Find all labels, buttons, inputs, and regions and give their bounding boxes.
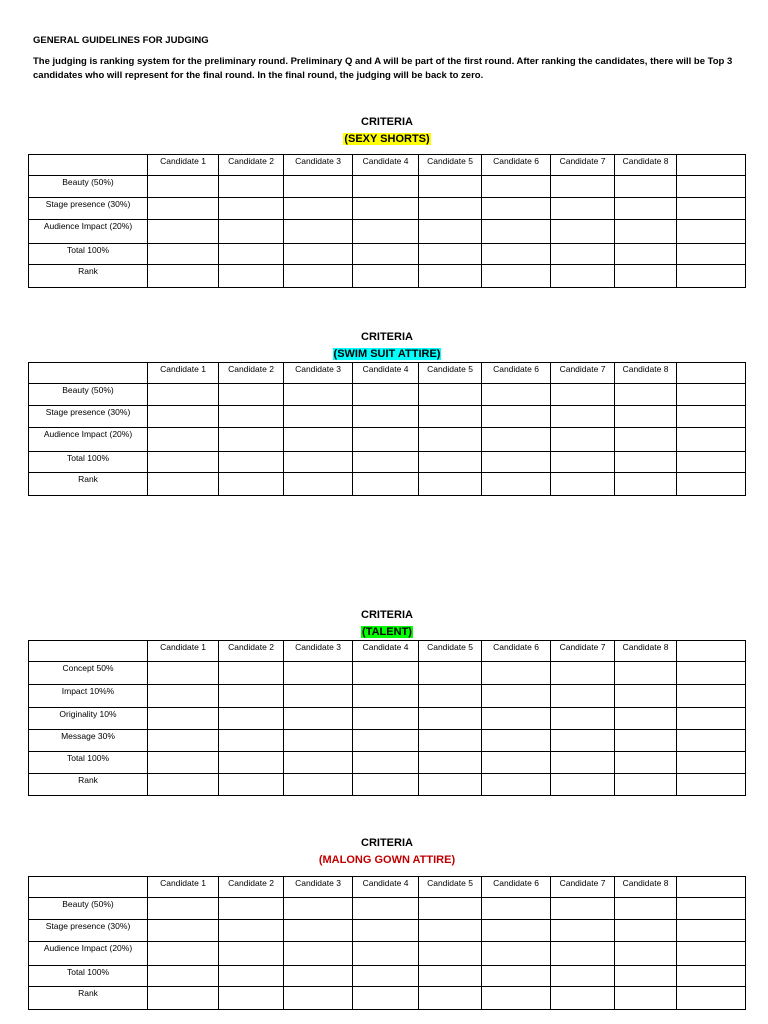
score-cell bbox=[148, 662, 219, 685]
score-cell bbox=[615, 708, 677, 730]
score-cell bbox=[148, 220, 219, 244]
score-cell bbox=[419, 708, 482, 730]
row-label: Originality 10% bbox=[29, 708, 148, 730]
table-row bbox=[29, 942, 746, 966]
score-cell bbox=[219, 662, 284, 685]
column-header: Candidate 4 bbox=[353, 877, 419, 898]
score-cell bbox=[419, 662, 482, 685]
score-cell bbox=[284, 987, 353, 1010]
score-cell bbox=[353, 774, 419, 796]
score-cell bbox=[219, 384, 284, 406]
section-swim-suit-attire bbox=[28, 329, 746, 496]
score-cell bbox=[353, 384, 419, 406]
score-cell bbox=[148, 198, 219, 220]
score-cell bbox=[284, 685, 353, 708]
score-cell bbox=[219, 265, 284, 288]
header-corner-cell bbox=[29, 641, 148, 662]
score-cell bbox=[677, 942, 746, 966]
score-cell bbox=[284, 406, 353, 428]
score-cell bbox=[284, 708, 353, 730]
score-cell bbox=[482, 920, 551, 942]
score-cell bbox=[419, 452, 482, 473]
score-cell bbox=[219, 920, 284, 942]
score-cell bbox=[148, 384, 219, 406]
score-cell bbox=[284, 220, 353, 244]
table-row bbox=[29, 428, 746, 452]
score-cell bbox=[551, 898, 615, 920]
header-corner-cell bbox=[29, 363, 148, 384]
header-empty-cell bbox=[677, 363, 746, 384]
column-header: Candidate 3 bbox=[284, 877, 353, 898]
score-cell bbox=[615, 987, 677, 1010]
score-cell bbox=[677, 898, 746, 920]
table-row bbox=[29, 244, 746, 265]
score-cell bbox=[148, 987, 219, 1010]
score-cell bbox=[482, 473, 551, 496]
score-cell bbox=[615, 198, 677, 220]
score-cell bbox=[615, 685, 677, 708]
score-cell bbox=[615, 920, 677, 942]
score-cell bbox=[551, 662, 615, 685]
table-row bbox=[29, 752, 746, 774]
row-label: Total 100% bbox=[29, 244, 148, 265]
score-cell bbox=[148, 176, 219, 198]
score-cell bbox=[615, 406, 677, 428]
column-header: Candidate 2 bbox=[219, 641, 284, 662]
row-label: Rank bbox=[29, 473, 148, 496]
score-cell bbox=[482, 198, 551, 220]
header-row bbox=[29, 877, 746, 898]
score-cell bbox=[551, 685, 615, 708]
score-cell bbox=[482, 406, 551, 428]
score-cell bbox=[219, 752, 284, 774]
score-cell bbox=[482, 428, 551, 452]
score-cell bbox=[419, 966, 482, 987]
score-cell bbox=[219, 774, 284, 796]
header-empty-cell bbox=[677, 641, 746, 662]
score-cell bbox=[419, 406, 482, 428]
table-row bbox=[29, 708, 746, 730]
score-cell bbox=[353, 198, 419, 220]
section-sexy-shorts bbox=[28, 114, 746, 288]
column-header: Candidate 2 bbox=[219, 877, 284, 898]
score-cell bbox=[551, 708, 615, 730]
score-cell bbox=[353, 244, 419, 265]
score-cell bbox=[148, 730, 219, 752]
score-cell bbox=[353, 942, 419, 966]
score-cell bbox=[148, 452, 219, 473]
header-row bbox=[29, 363, 746, 384]
score-cell bbox=[551, 920, 615, 942]
section-subtitle: (SEXY SHORTS) bbox=[344, 133, 430, 145]
score-cell bbox=[353, 987, 419, 1010]
section-subtitle: (TALENT) bbox=[362, 626, 412, 638]
score-cell bbox=[419, 220, 482, 244]
column-header: Candidate 7 bbox=[551, 877, 615, 898]
score-cell bbox=[353, 428, 419, 452]
guidelines-heading: GENERAL GUIDELINES FOR JUDGING bbox=[33, 35, 209, 46]
header-row bbox=[29, 155, 746, 176]
score-cell bbox=[219, 987, 284, 1010]
score-cell bbox=[419, 265, 482, 288]
score-cell bbox=[615, 774, 677, 796]
score-cell bbox=[615, 966, 677, 987]
score-cell bbox=[419, 752, 482, 774]
score-cell bbox=[482, 942, 551, 966]
column-header: Candidate 4 bbox=[353, 641, 419, 662]
score-cell bbox=[677, 452, 746, 473]
score-cell bbox=[551, 752, 615, 774]
score-cell bbox=[677, 473, 746, 496]
score-cell bbox=[219, 244, 284, 265]
score-cell bbox=[551, 384, 615, 406]
score-cell bbox=[677, 730, 746, 752]
column-header: Candidate 5 bbox=[419, 877, 482, 898]
score-cell bbox=[148, 752, 219, 774]
criteria-label: CRITERIA bbox=[361, 331, 413, 343]
table-row bbox=[29, 220, 746, 244]
score-cell bbox=[482, 685, 551, 708]
score-cell bbox=[353, 176, 419, 198]
score-cell bbox=[615, 220, 677, 244]
score-cell bbox=[219, 730, 284, 752]
score-cell bbox=[219, 473, 284, 496]
score-cell bbox=[284, 452, 353, 473]
score-cell bbox=[677, 920, 746, 942]
row-label: Stage presence (30%) bbox=[29, 406, 148, 428]
score-cell bbox=[482, 752, 551, 774]
score-cell bbox=[284, 730, 353, 752]
score-cell bbox=[284, 920, 353, 942]
table-row bbox=[29, 265, 746, 288]
column-header: Candidate 5 bbox=[419, 363, 482, 384]
section-subtitle: (MALONG GOWN ATTIRE) bbox=[318, 854, 456, 866]
score-cell bbox=[419, 176, 482, 198]
score-cell bbox=[677, 708, 746, 730]
score-cell bbox=[284, 774, 353, 796]
score-cell bbox=[615, 176, 677, 198]
score-cell bbox=[482, 452, 551, 473]
row-label: Stage presence (30%) bbox=[29, 920, 148, 942]
score-cell bbox=[615, 244, 677, 265]
score-cell bbox=[551, 987, 615, 1010]
score-cell bbox=[419, 428, 482, 452]
score-cell bbox=[284, 966, 353, 987]
score-cell bbox=[419, 384, 482, 406]
header-row bbox=[29, 641, 746, 662]
column-header: Candidate 1 bbox=[148, 155, 219, 176]
row-label: Audience Impact (20%) bbox=[29, 220, 148, 244]
score-cell bbox=[482, 220, 551, 244]
column-header: Candidate 4 bbox=[353, 363, 419, 384]
score-cell bbox=[482, 987, 551, 1010]
score-cell bbox=[353, 685, 419, 708]
score-cell bbox=[615, 662, 677, 685]
score-cell bbox=[219, 898, 284, 920]
row-label: Rank bbox=[29, 987, 148, 1010]
score-cell bbox=[284, 384, 353, 406]
score-cell bbox=[677, 428, 746, 452]
column-header: Candidate 1 bbox=[148, 877, 219, 898]
score-cell bbox=[284, 176, 353, 198]
score-cell bbox=[284, 428, 353, 452]
score-cell bbox=[148, 774, 219, 796]
score-cell bbox=[551, 452, 615, 473]
score-cell bbox=[615, 730, 677, 752]
score-cell bbox=[219, 942, 284, 966]
score-cell bbox=[219, 176, 284, 198]
column-header: Candidate 2 bbox=[219, 363, 284, 384]
column-header: Candidate 7 bbox=[551, 363, 615, 384]
score-cell bbox=[677, 244, 746, 265]
row-label: Rank bbox=[29, 774, 148, 796]
column-header: Candidate 2 bbox=[219, 155, 284, 176]
table-row bbox=[29, 452, 746, 473]
score-cell bbox=[482, 662, 551, 685]
score-cell bbox=[677, 265, 746, 288]
score-cell bbox=[353, 920, 419, 942]
score-cell bbox=[677, 662, 746, 685]
score-cell bbox=[284, 898, 353, 920]
table-row bbox=[29, 662, 746, 685]
row-label: Rank bbox=[29, 265, 148, 288]
score-cell bbox=[419, 920, 482, 942]
table-row bbox=[29, 473, 746, 496]
scoring-table bbox=[28, 640, 746, 796]
table-row bbox=[29, 987, 746, 1010]
score-cell bbox=[677, 685, 746, 708]
score-cell bbox=[284, 752, 353, 774]
column-header: Candidate 3 bbox=[284, 641, 353, 662]
score-cell bbox=[419, 473, 482, 496]
score-cell bbox=[219, 428, 284, 452]
score-cell bbox=[677, 406, 746, 428]
score-cell bbox=[353, 752, 419, 774]
score-cell bbox=[353, 708, 419, 730]
column-header: Candidate 8 bbox=[615, 155, 677, 176]
table-row bbox=[29, 774, 746, 796]
score-cell bbox=[615, 942, 677, 966]
column-header: Candidate 6 bbox=[482, 641, 551, 662]
score-cell bbox=[551, 473, 615, 496]
column-header: Candidate 4 bbox=[353, 155, 419, 176]
score-cell bbox=[551, 244, 615, 265]
score-cell bbox=[551, 198, 615, 220]
column-header: Candidate 7 bbox=[551, 641, 615, 662]
column-header: Candidate 5 bbox=[419, 641, 482, 662]
score-cell bbox=[148, 685, 219, 708]
criteria-label: CRITERIA bbox=[361, 609, 413, 621]
row-label: Beauty (50%) bbox=[29, 384, 148, 406]
row-label: Total 100% bbox=[29, 752, 148, 774]
table-row bbox=[29, 406, 746, 428]
table-row bbox=[29, 730, 746, 752]
score-cell bbox=[419, 730, 482, 752]
score-cell bbox=[551, 730, 615, 752]
row-label: Total 100% bbox=[29, 452, 148, 473]
score-cell bbox=[353, 966, 419, 987]
score-cell bbox=[677, 966, 746, 987]
score-cell bbox=[615, 473, 677, 496]
score-cell bbox=[551, 774, 615, 796]
criteria-label: CRITERIA bbox=[361, 116, 413, 128]
row-label: Audience Impact (20%) bbox=[29, 942, 148, 966]
row-label: Message 30% bbox=[29, 730, 148, 752]
score-cell bbox=[219, 220, 284, 244]
column-header: Candidate 6 bbox=[482, 363, 551, 384]
row-label: Concept 50% bbox=[29, 662, 148, 685]
score-cell bbox=[615, 428, 677, 452]
score-cell bbox=[551, 176, 615, 198]
score-cell bbox=[482, 244, 551, 265]
score-cell bbox=[419, 198, 482, 220]
score-cell bbox=[482, 730, 551, 752]
score-cell bbox=[482, 176, 551, 198]
score-cell bbox=[353, 220, 419, 244]
score-cell bbox=[284, 473, 353, 496]
column-header: Candidate 6 bbox=[482, 155, 551, 176]
score-cell bbox=[284, 942, 353, 966]
table-row bbox=[29, 384, 746, 406]
column-header: Candidate 3 bbox=[284, 363, 353, 384]
score-cell bbox=[219, 452, 284, 473]
score-cell bbox=[219, 685, 284, 708]
score-cell bbox=[148, 708, 219, 730]
score-cell bbox=[615, 898, 677, 920]
score-cell bbox=[284, 198, 353, 220]
column-header: Candidate 6 bbox=[482, 877, 551, 898]
score-cell bbox=[353, 406, 419, 428]
score-cell bbox=[551, 220, 615, 244]
section-talent bbox=[28, 607, 746, 796]
score-cell bbox=[482, 774, 551, 796]
column-header: Candidate 8 bbox=[615, 877, 677, 898]
score-cell bbox=[419, 774, 482, 796]
score-cell bbox=[419, 942, 482, 966]
column-header: Candidate 8 bbox=[615, 641, 677, 662]
table-row bbox=[29, 176, 746, 198]
score-cell bbox=[482, 384, 551, 406]
header-corner-cell bbox=[29, 877, 148, 898]
column-header: Candidate 3 bbox=[284, 155, 353, 176]
column-header: Candidate 7 bbox=[551, 155, 615, 176]
row-label: Stage presence (30%) bbox=[29, 198, 148, 220]
score-cell bbox=[677, 774, 746, 796]
score-cell bbox=[419, 244, 482, 265]
row-label: Beauty (50%) bbox=[29, 898, 148, 920]
score-cell bbox=[551, 966, 615, 987]
score-cell bbox=[284, 662, 353, 685]
score-cell bbox=[615, 452, 677, 473]
score-cell bbox=[353, 452, 419, 473]
guidelines-intro: The judging is ranking system for the preliminary round. Preliminary Q and A will be part of the first round. After ranking the candidates, there will be Top 3 candidates who will represent for the final round. In the final round, the judging will be back to zero. bbox=[33, 56, 733, 81]
column-header: Candidate 8 bbox=[615, 363, 677, 384]
score-cell bbox=[148, 428, 219, 452]
score-cell bbox=[419, 898, 482, 920]
header-empty-cell bbox=[677, 155, 746, 176]
score-cell bbox=[419, 987, 482, 1010]
score-cell bbox=[219, 966, 284, 987]
row-label: Audience Impact (20%) bbox=[29, 428, 148, 452]
score-cell bbox=[551, 942, 615, 966]
section-malong-gown-attire bbox=[28, 835, 746, 1010]
score-cell bbox=[353, 662, 419, 685]
column-header: Candidate 1 bbox=[148, 641, 219, 662]
score-cell bbox=[148, 898, 219, 920]
score-cell bbox=[353, 473, 419, 496]
row-label: Total 100% bbox=[29, 966, 148, 987]
scoring-table bbox=[28, 362, 746, 496]
row-label: Beauty (50%) bbox=[29, 176, 148, 198]
score-cell bbox=[615, 265, 677, 288]
score-cell bbox=[419, 685, 482, 708]
column-header: Candidate 1 bbox=[148, 363, 219, 384]
scoring-table bbox=[28, 876, 746, 1010]
score-cell bbox=[677, 752, 746, 774]
score-cell bbox=[148, 265, 219, 288]
score-cell bbox=[551, 265, 615, 288]
score-cell bbox=[551, 428, 615, 452]
table-row bbox=[29, 685, 746, 708]
score-cell bbox=[482, 708, 551, 730]
table-row bbox=[29, 198, 746, 220]
score-cell bbox=[677, 384, 746, 406]
score-cell bbox=[284, 244, 353, 265]
header-empty-cell bbox=[677, 877, 746, 898]
column-header: Candidate 5 bbox=[419, 155, 482, 176]
score-cell bbox=[551, 406, 615, 428]
score-cell bbox=[353, 898, 419, 920]
score-cell bbox=[482, 898, 551, 920]
scoring-table bbox=[28, 154, 746, 288]
section-subtitle: (SWIM SUIT ATTIRE) bbox=[333, 348, 441, 360]
score-cell bbox=[615, 752, 677, 774]
criteria-label: CRITERIA bbox=[361, 837, 413, 849]
score-cell bbox=[219, 198, 284, 220]
score-cell bbox=[219, 406, 284, 428]
score-cell bbox=[148, 920, 219, 942]
row-label: Impact 10%% bbox=[29, 685, 148, 708]
score-cell bbox=[677, 220, 746, 244]
score-cell bbox=[148, 473, 219, 496]
score-cell bbox=[677, 176, 746, 198]
header-corner-cell bbox=[29, 155, 148, 176]
score-cell bbox=[148, 966, 219, 987]
score-cell bbox=[677, 987, 746, 1010]
score-cell bbox=[148, 244, 219, 265]
table-row bbox=[29, 966, 746, 987]
score-cell bbox=[353, 265, 419, 288]
score-cell bbox=[677, 198, 746, 220]
score-cell bbox=[148, 942, 219, 966]
score-cell bbox=[219, 708, 284, 730]
score-cell bbox=[284, 265, 353, 288]
score-cell bbox=[353, 730, 419, 752]
score-cell bbox=[482, 265, 551, 288]
table-row bbox=[29, 920, 746, 942]
score-cell bbox=[615, 384, 677, 406]
score-cell bbox=[148, 406, 219, 428]
score-cell bbox=[482, 966, 551, 987]
table-row bbox=[29, 898, 746, 920]
